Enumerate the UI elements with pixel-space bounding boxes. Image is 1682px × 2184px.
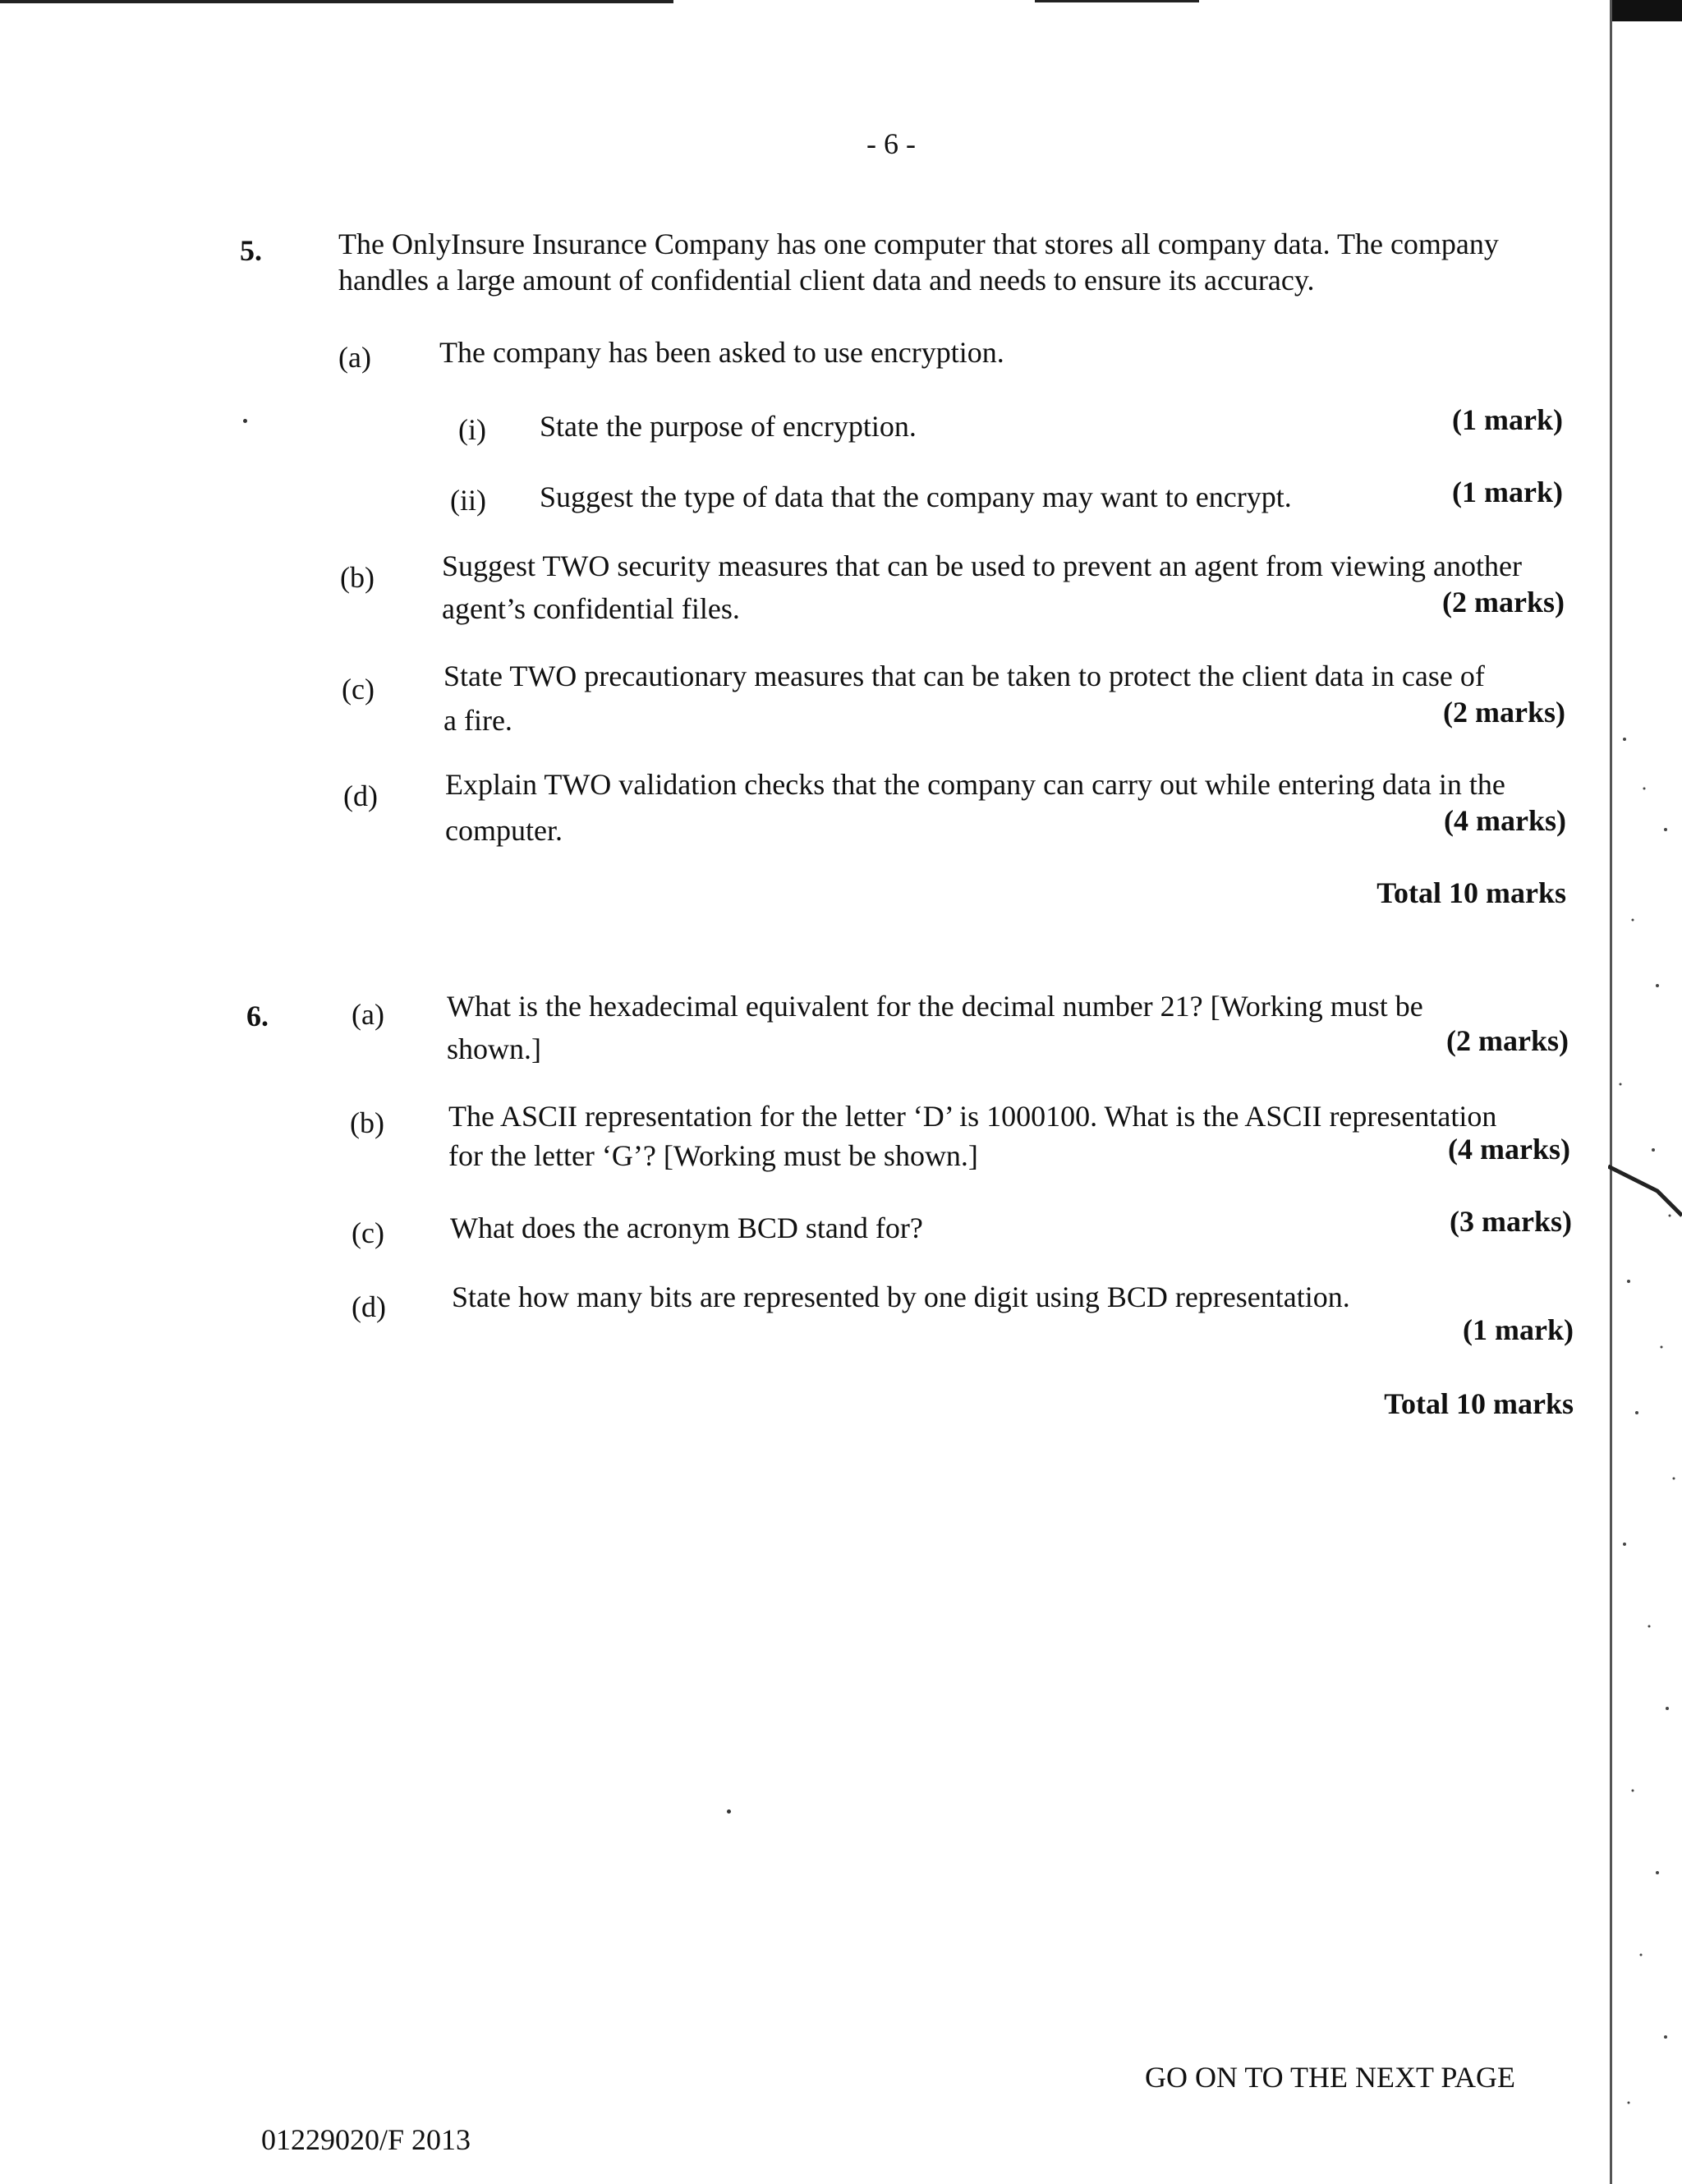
scan-top-rule-right — [1035, 0, 1199, 2]
question-5-intro-line1: The OnlyInsure Insurance Company has one computer that stores all company data. The company — [338, 228, 1499, 260]
question-5c-line2: a fire. — [443, 704, 512, 737]
question-6b-line2: for the letter ‘G’? [Working must be shown.] — [448, 1139, 978, 1172]
paper-code: 01229020/F 2013 — [261, 2123, 471, 2156]
question-5d-marks: (4 marks) — [1444, 804, 1566, 837]
question-5-intro-line2: handles a large amount of confidential client data and needs to ensure its accuracy. — [338, 264, 1315, 297]
question-5-total: Total 10 marks — [1376, 876, 1566, 909]
question-6c-label: (c) — [352, 1216, 384, 1249]
question-6a-label: (a) — [352, 998, 384, 1031]
question-5a-i-text: State the purpose of encryption. — [540, 410, 917, 443]
question-5c-label: (c) — [342, 673, 375, 706]
question-6b-line1: The ASCII representation for the letter ‘D’ is 1000100. What is the ASCII representation — [448, 1100, 1497, 1133]
question-5d-line1: Explain TWO validation checks that the company can carry out while entering data in the — [445, 768, 1505, 801]
question-6c-marks: (3 marks) — [1450, 1205, 1572, 1238]
question-6a-line2: shown.] — [447, 1032, 541, 1065]
question-6-total: Total 10 marks — [1384, 1387, 1574, 1420]
question-5c-marks: (2 marks) — [1443, 696, 1565, 729]
question-6d-text: State how many bits are represented by one digit using BCD representation. — [452, 1281, 1350, 1313]
scan-top-rule-left — [0, 0, 673, 3]
question-5a-ii-marks: (1 mark) — [1452, 476, 1563, 508]
question-5a-i-label: (i) — [458, 413, 486, 446]
question-6d-marks: (1 mark) — [1463, 1313, 1574, 1346]
question-5a-text: The company has been asked to use encryption. — [439, 336, 1004, 369]
scan-speck — [727, 1809, 731, 1814]
question-5a-ii-text: Suggest the type of data that the company may want to encrypt. — [540, 480, 1292, 513]
question-6b-marks: (4 marks) — [1448, 1133, 1570, 1166]
question-5-number: 5. — [240, 234, 262, 267]
question-5d-label: (d) — [343, 779, 378, 812]
question-5b-line2: agent’s confidential files. — [442, 592, 740, 625]
next-page-notice: GO ON TO THE NEXT PAGE — [1145, 2061, 1516, 2094]
question-6-number: 6. — [246, 1000, 269, 1032]
question-5a-ii-label: (ii) — [450, 484, 486, 517]
question-6d-label: (d) — [352, 1290, 386, 1323]
scan-speck — [243, 419, 247, 423]
question-5a-label: (a) — [338, 341, 371, 374]
question-5a-i-marks: (1 mark) — [1452, 403, 1563, 436]
page-number: - 6 - — [866, 127, 916, 160]
question-6b-label: (b) — [350, 1106, 384, 1139]
question-5b-line1: Suggest TWO security measures that can be used to prevent an agent from viewing another — [442, 549, 1522, 582]
question-6a-marks: (2 marks) — [1446, 1024, 1569, 1057]
question-5c-line1: State TWO precautionary measures that can be taken to protect the client data in case of — [443, 660, 1485, 692]
question-6c-text: What does the acronym BCD stand for? — [450, 1212, 923, 1244]
question-6a-line1: What is the hexadecimal equivalent for the decimal number 21? [Working must be — [447, 990, 1423, 1023]
question-5b-marks: (2 marks) — [1442, 586, 1565, 618]
question-5d-line2: computer. — [445, 814, 563, 847]
question-5b-label: (b) — [340, 561, 375, 594]
scan-right-edge-noise — [1608, 0, 1682, 2184]
